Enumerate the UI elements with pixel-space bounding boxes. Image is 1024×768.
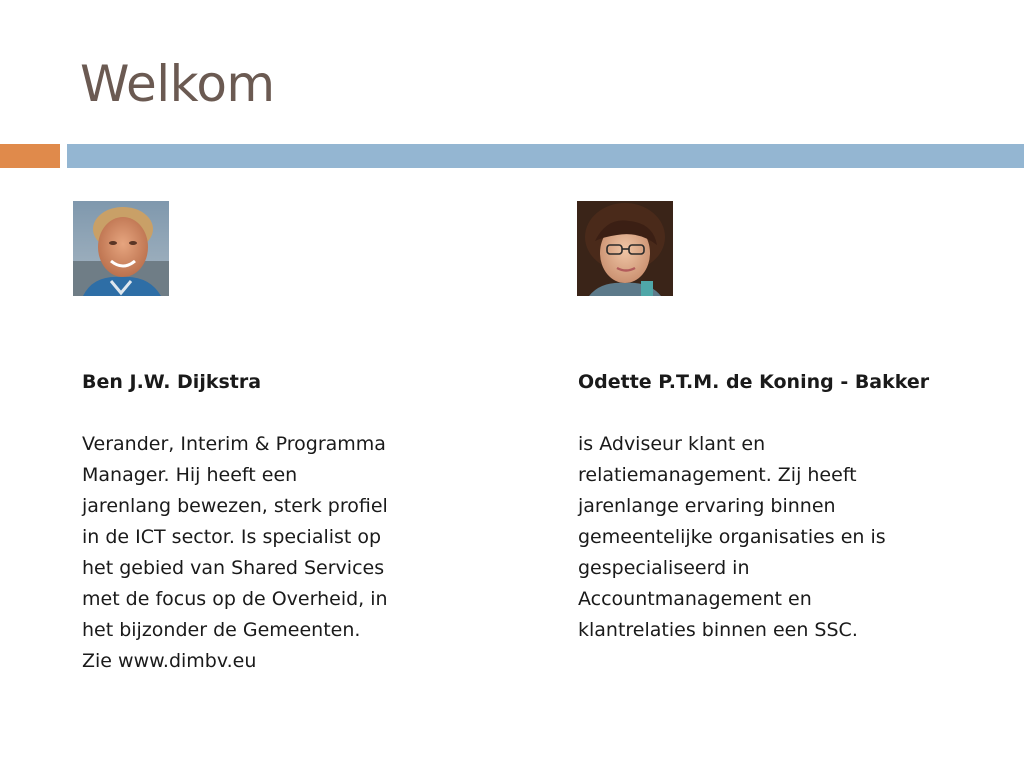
bio-line: Manager. Hij heeft een	[82, 464, 298, 486]
bio-line: Verander, Interim & Programma	[82, 433, 386, 455]
slide-title: Welkom	[80, 55, 275, 113]
accent-bar-blue	[67, 144, 1024, 168]
bio-line: Accountmanagement en	[578, 588, 812, 610]
bio-line: het bijzonder de Gemeenten.	[82, 619, 361, 641]
profile-name: Odette P.T.M. de Koning - Bakker	[578, 371, 930, 393]
accent-bar-orange	[0, 144, 60, 168]
portrait-photo-odette	[577, 201, 673, 296]
bio-line: gemeentelijke organisaties en is	[578, 526, 886, 548]
bio-line: klantrelaties binnen een SSC.	[578, 619, 858, 641]
profile-bio	[578, 429, 938, 646]
profile-ben	[82, 367, 427, 677]
bio-line: relatiemanagement. Zij heeft	[578, 464, 857, 486]
portrait-photo-ben	[73, 201, 169, 296]
bio-line: met de focus op de Overheid, in	[82, 588, 388, 610]
bio-line: het gebied van Shared Services	[82, 557, 385, 579]
profile-name: Ben J.W. Dijkstra	[82, 371, 262, 393]
profile-bio	[82, 429, 427, 677]
bio-line: jarenlange ervaring binnen	[578, 495, 836, 517]
bio-line: gespecialiseerd in	[578, 557, 750, 579]
bio-line-website: Zie www.dimbv.eu	[82, 650, 257, 672]
profile-odette	[578, 367, 938, 646]
bio-line: in de ICT sector. Is specialist op	[82, 526, 382, 548]
bio-line: is Adviseur klant en	[578, 433, 766, 455]
bio-line: jarenlang bewezen, sterk profiel	[82, 495, 388, 517]
